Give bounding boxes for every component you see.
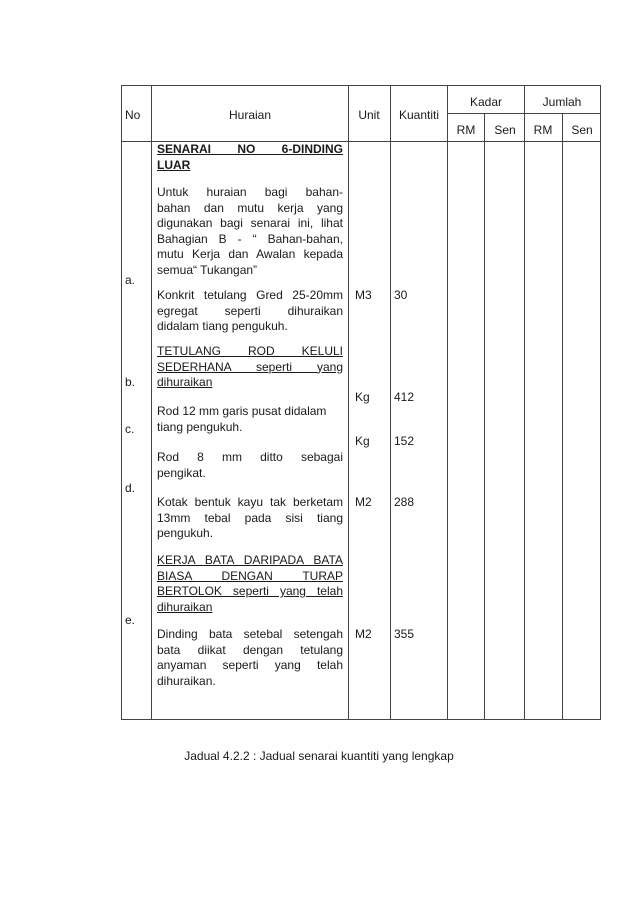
item-c-unit: Kg bbox=[355, 434, 370, 448]
item-b-qty: 412 bbox=[394, 390, 415, 404]
item-a-unit: M3 bbox=[355, 288, 372, 302]
col-line-jumlah-rm bbox=[562, 113, 563, 720]
intro-line: digunakan bagi senarai ini, lihat bbox=[157, 216, 343, 230]
item-e-unit: M2 bbox=[355, 627, 372, 641]
desc-line: tiang pengukuh. bbox=[157, 419, 243, 434]
desc-line: egregat seperti dihuraikan bbox=[157, 303, 343, 318]
col-line-no bbox=[151, 85, 152, 720]
header-no: No bbox=[125, 108, 141, 122]
desc-line: dihuraikan. bbox=[157, 673, 216, 688]
section-title-line: SEDERHANA seperti yang bbox=[157, 359, 343, 374]
section-title-line: dihuraikan bbox=[157, 375, 213, 389]
item-e-qty: 355 bbox=[394, 627, 415, 641]
col-line-unit bbox=[390, 85, 391, 720]
desc-line: anyaman seperti yang telah bbox=[157, 658, 343, 672]
intro-line: semua“ Tukangan” bbox=[157, 262, 258, 277]
section-title-line: LUAR bbox=[157, 157, 191, 172]
item-c-description bbox=[157, 450, 343, 481]
section-title-tetulang bbox=[157, 344, 343, 391]
col-line-kadar bbox=[524, 85, 525, 720]
item-a-no: a. bbox=[125, 273, 136, 287]
intro-paragraph bbox=[157, 185, 343, 278]
desc-line: Rod 12 mm garis pusat didalam bbox=[157, 404, 327, 418]
item-d-qty: 288 bbox=[394, 495, 415, 509]
desc-line: Dinding bata setebal setengah bbox=[157, 627, 343, 641]
item-e-description bbox=[157, 627, 343, 689]
col-line-huraian bbox=[348, 85, 349, 720]
desc-line: Konkrit tetulang Gred 25-20mm bbox=[157, 288, 343, 302]
item-b-no: b. bbox=[125, 375, 136, 389]
desc-line: Rod 8 mm ditto sebagai bbox=[157, 450, 343, 464]
table-border-top bbox=[121, 85, 601, 86]
section-title-line: TETULANG ROD KELULI bbox=[157, 344, 343, 358]
col-line-kadar-rm bbox=[484, 113, 485, 720]
item-a-qty: 30 bbox=[394, 288, 408, 302]
quantity-table bbox=[121, 85, 601, 720]
header-unit: Unit bbox=[358, 108, 380, 122]
table-border-bottom bbox=[121, 719, 601, 720]
intro-line: bahan dan mutu kerja yang bbox=[157, 200, 343, 215]
table-border-left bbox=[121, 85, 122, 720]
section-title-line: BIASA DENGAN TURAP bbox=[157, 568, 343, 583]
header-kuantiti: Kuantiti bbox=[398, 108, 440, 122]
section-title-line: KERJA BATA DARIPADA BATA bbox=[157, 553, 343, 567]
item-b-unit: Kg bbox=[355, 390, 370, 404]
intro-line: Untuk huraian bagi bahan- bbox=[157, 185, 343, 199]
header-kadar-sen: Sen bbox=[494, 123, 516, 137]
col-line-kuantiti bbox=[447, 85, 448, 720]
item-c-no: c. bbox=[125, 422, 135, 436]
desc-line: Kotak bentuk kayu tak berketam bbox=[157, 495, 343, 509]
section-title-dinding-luar bbox=[157, 142, 343, 173]
intro-line: mutu Kerja dan Awalan kepada bbox=[157, 247, 343, 261]
item-a-description bbox=[157, 288, 343, 335]
header-jumlah-rm: RM bbox=[533, 123, 553, 137]
desc-line: bata diikat dengan tetulang bbox=[157, 642, 343, 657]
section-title-line: SENARAI NO 6-DINDING bbox=[157, 142, 343, 156]
header-kadar: Kadar bbox=[469, 95, 503, 109]
section-title-kerja-bata bbox=[157, 553, 343, 615]
section-title-line: BERTOLOK seperti yang telah bbox=[157, 584, 343, 598]
item-d-no: d. bbox=[125, 481, 136, 495]
item-b-description bbox=[157, 404, 343, 435]
header-jumlah: Jumlah bbox=[542, 95, 582, 109]
header-huraian: Huraian bbox=[228, 108, 272, 122]
intro-line: Bahagian B - “ Bahan-bahan, bbox=[157, 231, 343, 246]
header-kadar-rm: RM bbox=[456, 123, 476, 137]
item-c-qty: 152 bbox=[394, 434, 415, 448]
desc-line: pengukuh. bbox=[157, 526, 214, 540]
header-jumlah-sen: Sen bbox=[571, 123, 593, 137]
desc-line: didalam tiang pengukuh. bbox=[157, 319, 288, 333]
item-d-description bbox=[157, 495, 343, 542]
item-e-no: e. bbox=[125, 613, 136, 627]
item-d-unit: M2 bbox=[355, 495, 372, 509]
table-caption: Jadual 4.2.2 : Jadual senarai kuantiti yang lengkap bbox=[184, 749, 454, 763]
section-title-line: dihuraikan bbox=[157, 599, 213, 614]
desc-line: 13mm tebal pada sisi tiang bbox=[157, 510, 343, 525]
table-border-right bbox=[600, 85, 601, 720]
desc-line: pengikat. bbox=[157, 465, 206, 480]
